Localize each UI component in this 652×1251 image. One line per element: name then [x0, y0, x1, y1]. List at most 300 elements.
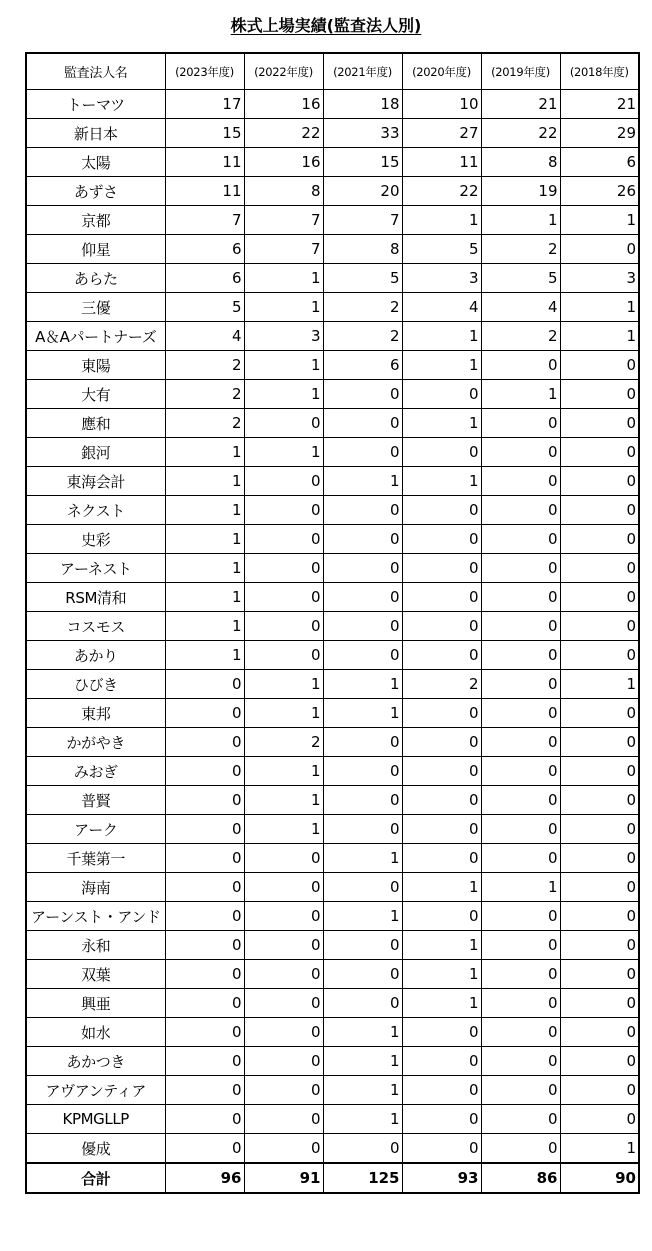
count-cell: 1: [560, 1134, 639, 1164]
count-cell: 4: [481, 293, 560, 322]
count-cell: 0: [323, 1134, 402, 1164]
count-cell: 0: [165, 670, 244, 699]
firm-name-cell: あずさ: [26, 177, 165, 206]
table-row: [26, 177, 639, 206]
count-cell: 0: [165, 1047, 244, 1076]
count-cell: 2: [323, 322, 402, 351]
count-cell: 0: [560, 380, 639, 409]
count-cell: 11: [165, 177, 244, 206]
count-cell: 0: [244, 844, 323, 873]
count-cell: 1: [402, 322, 481, 351]
count-cell: 4: [402, 293, 481, 322]
table-row: [26, 989, 639, 1018]
count-cell: 22: [244, 119, 323, 148]
table-row: [26, 293, 639, 322]
table-row: [26, 641, 639, 670]
count-cell: 0: [560, 728, 639, 757]
firm-name-cell: 如水: [26, 1018, 165, 1047]
table-row: [26, 960, 639, 989]
count-cell: 0: [323, 786, 402, 815]
firm-name-cell: ネクスト: [26, 496, 165, 525]
table-body: [26, 90, 639, 1194]
column-header-name: 監査法人名: [26, 53, 165, 90]
column-header-year: (2018年度): [560, 53, 639, 90]
table-row: [26, 1134, 639, 1164]
count-cell: 0: [481, 1134, 560, 1164]
table-row: [26, 844, 639, 873]
count-cell: 1: [481, 206, 560, 235]
count-cell: 1: [481, 380, 560, 409]
count-cell: 0: [165, 1018, 244, 1047]
count-cell: 0: [244, 525, 323, 554]
count-cell: 5: [481, 264, 560, 293]
total-value-cell: 93: [402, 1163, 481, 1193]
total-value-cell: 90: [560, 1163, 639, 1193]
table-row: [26, 670, 639, 699]
firm-name-cell: 應和: [26, 409, 165, 438]
count-cell: 0: [481, 612, 560, 641]
total-value-cell: 125: [323, 1163, 402, 1193]
count-cell: 3: [560, 264, 639, 293]
table-row: [26, 438, 639, 467]
count-cell: 1: [402, 351, 481, 380]
count-cell: 7: [244, 206, 323, 235]
table-row: [26, 873, 639, 902]
count-cell: 0: [560, 525, 639, 554]
count-cell: 10: [402, 90, 481, 119]
count-cell: 26: [560, 177, 639, 206]
count-cell: 2: [481, 322, 560, 351]
count-cell: 0: [402, 1018, 481, 1047]
count-cell: 1: [323, 1018, 402, 1047]
count-cell: 0: [323, 612, 402, 641]
count-cell: 0: [560, 1076, 639, 1105]
count-cell: 0: [402, 380, 481, 409]
count-cell: 0: [165, 699, 244, 728]
count-cell: 0: [402, 1134, 481, 1164]
count-cell: 0: [244, 1105, 323, 1134]
count-cell: 2: [244, 728, 323, 757]
count-cell: 5: [165, 293, 244, 322]
firm-name-cell: アヴアンティア: [26, 1076, 165, 1105]
count-cell: 19: [481, 177, 560, 206]
count-cell: 1: [323, 1047, 402, 1076]
table-row: [26, 264, 639, 293]
audit-firm-ipo-table: [25, 52, 640, 1194]
count-cell: 1: [244, 699, 323, 728]
table-row: [26, 322, 639, 351]
count-cell: 18: [323, 90, 402, 119]
count-cell: 0: [323, 757, 402, 786]
table-row: [26, 757, 639, 786]
count-cell: 0: [323, 525, 402, 554]
count-cell: 0: [323, 989, 402, 1018]
count-cell: 0: [560, 641, 639, 670]
count-cell: 0: [244, 902, 323, 931]
page-title: [0, 14, 652, 38]
count-cell: 0: [165, 989, 244, 1018]
table-row: [26, 612, 639, 641]
count-cell: 1: [165, 438, 244, 467]
count-cell: 0: [481, 670, 560, 699]
count-cell: 5: [323, 264, 402, 293]
count-cell: 0: [481, 496, 560, 525]
count-cell: 4: [165, 322, 244, 351]
count-cell: 0: [481, 902, 560, 931]
count-cell: 1: [165, 612, 244, 641]
count-cell: 0: [244, 1134, 323, 1164]
count-cell: 0: [244, 1076, 323, 1105]
count-cell: 0: [481, 757, 560, 786]
count-cell: 0: [323, 496, 402, 525]
firm-name-cell: みおぎ: [26, 757, 165, 786]
firm-name-cell: トーマツ: [26, 90, 165, 119]
count-cell: 2: [323, 293, 402, 322]
table-row: [26, 380, 639, 409]
count-cell: 0: [560, 786, 639, 815]
count-cell: 0: [560, 235, 639, 264]
count-cell: 1: [244, 380, 323, 409]
count-cell: 22: [402, 177, 481, 206]
count-cell: 0: [402, 1047, 481, 1076]
table-row: [26, 1076, 639, 1105]
firm-name-cell: 三優: [26, 293, 165, 322]
total-value-cell: 96: [165, 1163, 244, 1193]
table-row: [26, 786, 639, 815]
count-cell: 1: [560, 322, 639, 351]
count-cell: 0: [244, 409, 323, 438]
count-cell: 0: [481, 554, 560, 583]
count-cell: 0: [402, 612, 481, 641]
count-cell: 0: [244, 612, 323, 641]
firm-name-cell: 大有: [26, 380, 165, 409]
count-cell: 0: [560, 757, 639, 786]
table-row: [26, 1047, 639, 1076]
firm-name-cell: RSM清和: [26, 583, 165, 612]
count-cell: 0: [402, 699, 481, 728]
count-cell: 27: [402, 119, 481, 148]
count-cell: 8: [323, 235, 402, 264]
count-cell: 0: [481, 786, 560, 815]
count-cell: 0: [560, 873, 639, 902]
count-cell: 0: [402, 641, 481, 670]
firm-name-cell: 新日本: [26, 119, 165, 148]
table-row: [26, 351, 639, 380]
count-cell: 33: [323, 119, 402, 148]
firm-name-cell: アーンスト・アンド: [26, 902, 165, 931]
table-row: [26, 525, 639, 554]
firm-name-cell: あかり: [26, 641, 165, 670]
count-cell: 0: [560, 612, 639, 641]
count-cell: 0: [560, 409, 639, 438]
count-cell: 0: [560, 815, 639, 844]
count-cell: 1: [402, 873, 481, 902]
count-cell: 2: [165, 380, 244, 409]
count-cell: 1: [402, 989, 481, 1018]
count-cell: 0: [165, 873, 244, 902]
count-cell: 7: [323, 206, 402, 235]
table-row: [26, 583, 639, 612]
count-cell: 0: [402, 844, 481, 873]
count-cell: 0: [244, 989, 323, 1018]
count-cell: 0: [323, 583, 402, 612]
count-cell: 2: [165, 351, 244, 380]
table-row: [26, 1018, 639, 1047]
count-cell: 0: [481, 467, 560, 496]
count-cell: 0: [560, 960, 639, 989]
firm-name-cell: アーネスト: [26, 554, 165, 583]
count-cell: 1: [323, 670, 402, 699]
count-cell: 0: [244, 873, 323, 902]
count-cell: 0: [481, 438, 560, 467]
count-cell: 0: [481, 1105, 560, 1134]
table-row: [26, 148, 639, 177]
count-cell: 1: [244, 264, 323, 293]
count-cell: 21: [481, 90, 560, 119]
count-cell: 0: [481, 1076, 560, 1105]
count-cell: 1: [165, 496, 244, 525]
table-row: [26, 815, 639, 844]
count-cell: 0: [323, 815, 402, 844]
firm-name-cell: コスモス: [26, 612, 165, 641]
count-cell: 1: [165, 467, 244, 496]
count-cell: 15: [165, 119, 244, 148]
count-cell: 0: [402, 815, 481, 844]
count-cell: 16: [244, 90, 323, 119]
firm-name-cell: 銀河: [26, 438, 165, 467]
count-cell: 0: [402, 728, 481, 757]
count-cell: 3: [402, 264, 481, 293]
firm-name-cell: 太陽: [26, 148, 165, 177]
count-cell: 17: [165, 90, 244, 119]
count-cell: 1: [323, 467, 402, 496]
firm-name-cell: 双葉: [26, 960, 165, 989]
count-cell: 0: [481, 641, 560, 670]
firm-name-cell: KPMGLLP: [26, 1105, 165, 1134]
count-cell: 1: [244, 351, 323, 380]
count-cell: 5: [402, 235, 481, 264]
table-row: [26, 1105, 639, 1134]
count-cell: 0: [481, 409, 560, 438]
count-cell: 0: [165, 1105, 244, 1134]
count-cell: 0: [481, 728, 560, 757]
count-cell: 0: [244, 960, 323, 989]
table-header-row: [26, 53, 639, 90]
count-cell: 0: [560, 1018, 639, 1047]
count-cell: 0: [165, 728, 244, 757]
count-cell: 1: [323, 902, 402, 931]
count-cell: 0: [560, 467, 639, 496]
count-cell: 2: [402, 670, 481, 699]
count-cell: 1: [402, 409, 481, 438]
count-cell: 0: [323, 931, 402, 960]
count-cell: 1: [165, 525, 244, 554]
count-cell: 1: [481, 873, 560, 902]
count-cell: 0: [560, 844, 639, 873]
table-row: [26, 728, 639, 757]
count-cell: 0: [323, 409, 402, 438]
count-cell: 7: [165, 206, 244, 235]
firm-name-cell: 京都: [26, 206, 165, 235]
count-cell: 1: [402, 206, 481, 235]
count-cell: 0: [244, 467, 323, 496]
total-row: [26, 1163, 639, 1193]
count-cell: 0: [323, 554, 402, 583]
count-cell: 6: [165, 264, 244, 293]
count-cell: 0: [481, 583, 560, 612]
count-cell: 0: [165, 815, 244, 844]
table-row: [26, 699, 639, 728]
count-cell: 29: [560, 119, 639, 148]
count-cell: 1: [323, 1105, 402, 1134]
count-cell: 6: [323, 351, 402, 380]
firm-name-cell: 海南: [26, 873, 165, 902]
count-cell: 0: [402, 786, 481, 815]
count-cell: 21: [560, 90, 639, 119]
count-cell: 0: [402, 583, 481, 612]
firm-name-cell: 東陽: [26, 351, 165, 380]
count-cell: 0: [323, 641, 402, 670]
count-cell: 0: [481, 960, 560, 989]
count-cell: 3: [244, 322, 323, 351]
count-cell: 0: [323, 438, 402, 467]
count-cell: 6: [165, 235, 244, 264]
count-cell: 2: [165, 409, 244, 438]
count-cell: 1: [323, 699, 402, 728]
count-cell: 15: [323, 148, 402, 177]
firm-name-cell: 仰星: [26, 235, 165, 264]
count-cell: 0: [402, 525, 481, 554]
count-cell: 1: [165, 554, 244, 583]
count-cell: 0: [165, 786, 244, 815]
table-row: [26, 496, 639, 525]
count-cell: 0: [244, 554, 323, 583]
count-cell: 0: [481, 844, 560, 873]
count-cell: 0: [481, 989, 560, 1018]
count-cell: 0: [402, 902, 481, 931]
count-cell: 0: [165, 1076, 244, 1105]
count-cell: 1: [560, 293, 639, 322]
table-row: [26, 902, 639, 931]
count-cell: 0: [481, 815, 560, 844]
firm-name-cell: 史彩: [26, 525, 165, 554]
count-cell: 0: [481, 1047, 560, 1076]
count-cell: 22: [481, 119, 560, 148]
count-cell: 1: [560, 206, 639, 235]
count-cell: 0: [323, 728, 402, 757]
count-cell: 0: [560, 496, 639, 525]
count-cell: 0: [560, 1105, 639, 1134]
count-cell: 8: [244, 177, 323, 206]
count-cell: 0: [165, 902, 244, 931]
count-cell: 0: [560, 1047, 639, 1076]
count-cell: 0: [244, 1018, 323, 1047]
count-cell: 0: [402, 1076, 481, 1105]
count-cell: 0: [560, 554, 639, 583]
count-cell: 0: [244, 641, 323, 670]
table-row: [26, 467, 639, 496]
table-row: [26, 206, 639, 235]
table-row: [26, 409, 639, 438]
count-cell: 1: [244, 438, 323, 467]
firm-name-cell: 千葉第一: [26, 844, 165, 873]
count-cell: 0: [560, 902, 639, 931]
total-label: 合計: [26, 1163, 165, 1193]
firm-name-cell: 永和: [26, 931, 165, 960]
firm-name-cell: 東海会計: [26, 467, 165, 496]
count-cell: 20: [323, 177, 402, 206]
count-cell: 0: [481, 699, 560, 728]
count-cell: 11: [165, 148, 244, 177]
count-cell: 1: [244, 786, 323, 815]
count-cell: 11: [402, 148, 481, 177]
count-cell: 0: [165, 960, 244, 989]
count-cell: 0: [560, 931, 639, 960]
column-header-year: (2020年度): [402, 53, 481, 90]
count-cell: 0: [165, 757, 244, 786]
count-cell: 0: [244, 931, 323, 960]
count-cell: 6: [560, 148, 639, 177]
count-cell: 0: [481, 931, 560, 960]
column-header-year: (2022年度): [244, 53, 323, 90]
count-cell: 0: [402, 438, 481, 467]
count-cell: 1: [323, 1076, 402, 1105]
total-value-cell: 86: [481, 1163, 560, 1193]
table-row: [26, 119, 639, 148]
count-cell: 1: [560, 670, 639, 699]
firm-name-cell: かがやき: [26, 728, 165, 757]
firm-name-cell: 興亜: [26, 989, 165, 1018]
count-cell: 1: [402, 467, 481, 496]
firm-name-cell: あらた: [26, 264, 165, 293]
table-row: [26, 90, 639, 119]
count-cell: 0: [165, 931, 244, 960]
firm-name-cell: 優成: [26, 1134, 165, 1164]
firm-name-cell: 普賢: [26, 786, 165, 815]
total-value-cell: 91: [244, 1163, 323, 1193]
page-title-text: 株式上場実績(監査法人別): [230, 16, 422, 35]
count-cell: 0: [560, 989, 639, 1018]
count-cell: 0: [165, 1134, 244, 1164]
count-cell: 2: [481, 235, 560, 264]
count-cell: 0: [481, 1018, 560, 1047]
column-header-year: (2019年度): [481, 53, 560, 90]
count-cell: 7: [244, 235, 323, 264]
count-cell: 1: [402, 931, 481, 960]
count-cell: 0: [560, 699, 639, 728]
count-cell: 0: [402, 496, 481, 525]
count-cell: 0: [402, 757, 481, 786]
count-cell: 1: [244, 293, 323, 322]
count-cell: 1: [244, 757, 323, 786]
count-cell: 0: [402, 554, 481, 583]
count-cell: 0: [323, 960, 402, 989]
column-header-year: (2021年度): [323, 53, 402, 90]
count-cell: 0: [244, 1047, 323, 1076]
count-cell: 0: [323, 873, 402, 902]
firm-name-cell: アーク: [26, 815, 165, 844]
count-cell: 0: [244, 583, 323, 612]
count-cell: 0: [481, 351, 560, 380]
count-cell: 8: [481, 148, 560, 177]
count-cell: 0: [481, 525, 560, 554]
firm-name-cell: ひびき: [26, 670, 165, 699]
table-row: [26, 931, 639, 960]
firm-name-cell: あかつき: [26, 1047, 165, 1076]
table-row: [26, 235, 639, 264]
firm-name-cell: 東邦: [26, 699, 165, 728]
count-cell: 0: [244, 496, 323, 525]
